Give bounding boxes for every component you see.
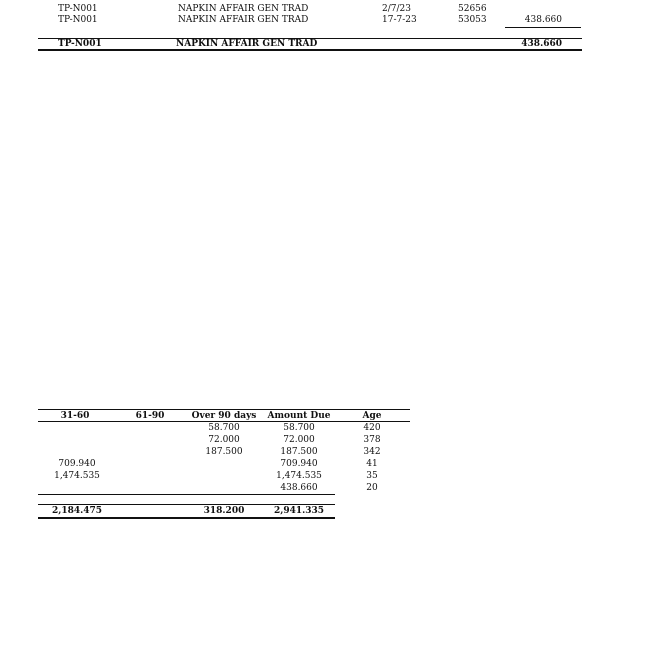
total-amount-due: 2,941.335 <box>273 506 325 516</box>
cell-31-60: 1,474.535 <box>54 471 100 481</box>
account-name: NAPKIN AFFAIR GEN TRAD <box>178 15 309 25</box>
cell-age: 35 <box>366 471 378 481</box>
total-31-60: 2,184.475 <box>51 506 103 516</box>
cell-age: 20 <box>366 483 378 493</box>
subtotal-code: TP-N001 <box>58 39 102 49</box>
account-name: NAPKIN AFFAIR GEN TRAD <box>178 4 309 14</box>
col-header-amount-due: Amount Due <box>267 411 331 421</box>
subtotal-bottom-rule <box>38 49 582 51</box>
invoice-ref: 52656 <box>458 4 487 14</box>
cell-over-90: 58.700 <box>208 423 240 433</box>
aging-total-top-rule <box>38 494 335 495</box>
invoice-amount: 438.660 <box>524 15 562 25</box>
subtotal-name: NAPKIN AFFAIR GEN TRAD <box>176 39 318 49</box>
cell-amount-due: 187.500 <box>280 447 318 457</box>
aging-total-bottom-rule <box>38 517 335 519</box>
cell-amount-due: 72.000 <box>283 435 315 445</box>
col-header-61-90: 61-90 <box>135 411 165 421</box>
cell-age: 378 <box>363 435 381 445</box>
cell-31-60: 709.940 <box>58 459 96 469</box>
account-code: TP-N001 <box>58 15 98 25</box>
cell-age: 41 <box>366 459 378 469</box>
account-code: TP-N001 <box>58 4 98 14</box>
col-header-31-60: 31-60 <box>60 411 90 421</box>
cell-age: 420 <box>363 423 381 433</box>
aging-total-mid-rule <box>38 504 335 505</box>
total-over-90: 318.200 <box>203 506 245 516</box>
cell-amount-due: 1,474.535 <box>276 471 322 481</box>
amount-underline <box>505 27 581 28</box>
cell-over-90: 187.500 <box>205 447 243 457</box>
cell-over-90: 72.000 <box>208 435 240 445</box>
cell-amount-due: 58.700 <box>283 423 315 433</box>
cell-amount-due: 709.940 <box>280 459 318 469</box>
col-header-over-90: Over 90 days <box>191 411 257 421</box>
invoice-date: 17-7-23 <box>382 15 417 25</box>
cell-amount-due: 438.660 <box>280 483 318 493</box>
cell-age: 342 <box>363 447 381 457</box>
col-header-age: Age <box>362 411 382 421</box>
aging-header-top-rule <box>38 409 410 410</box>
invoice-ref: 53053 <box>458 15 487 25</box>
aging-header-bottom-rule <box>38 421 410 422</box>
invoice-date: 2/7/23 <box>382 4 411 14</box>
subtotal-amount: 438.660 <box>521 39 562 49</box>
